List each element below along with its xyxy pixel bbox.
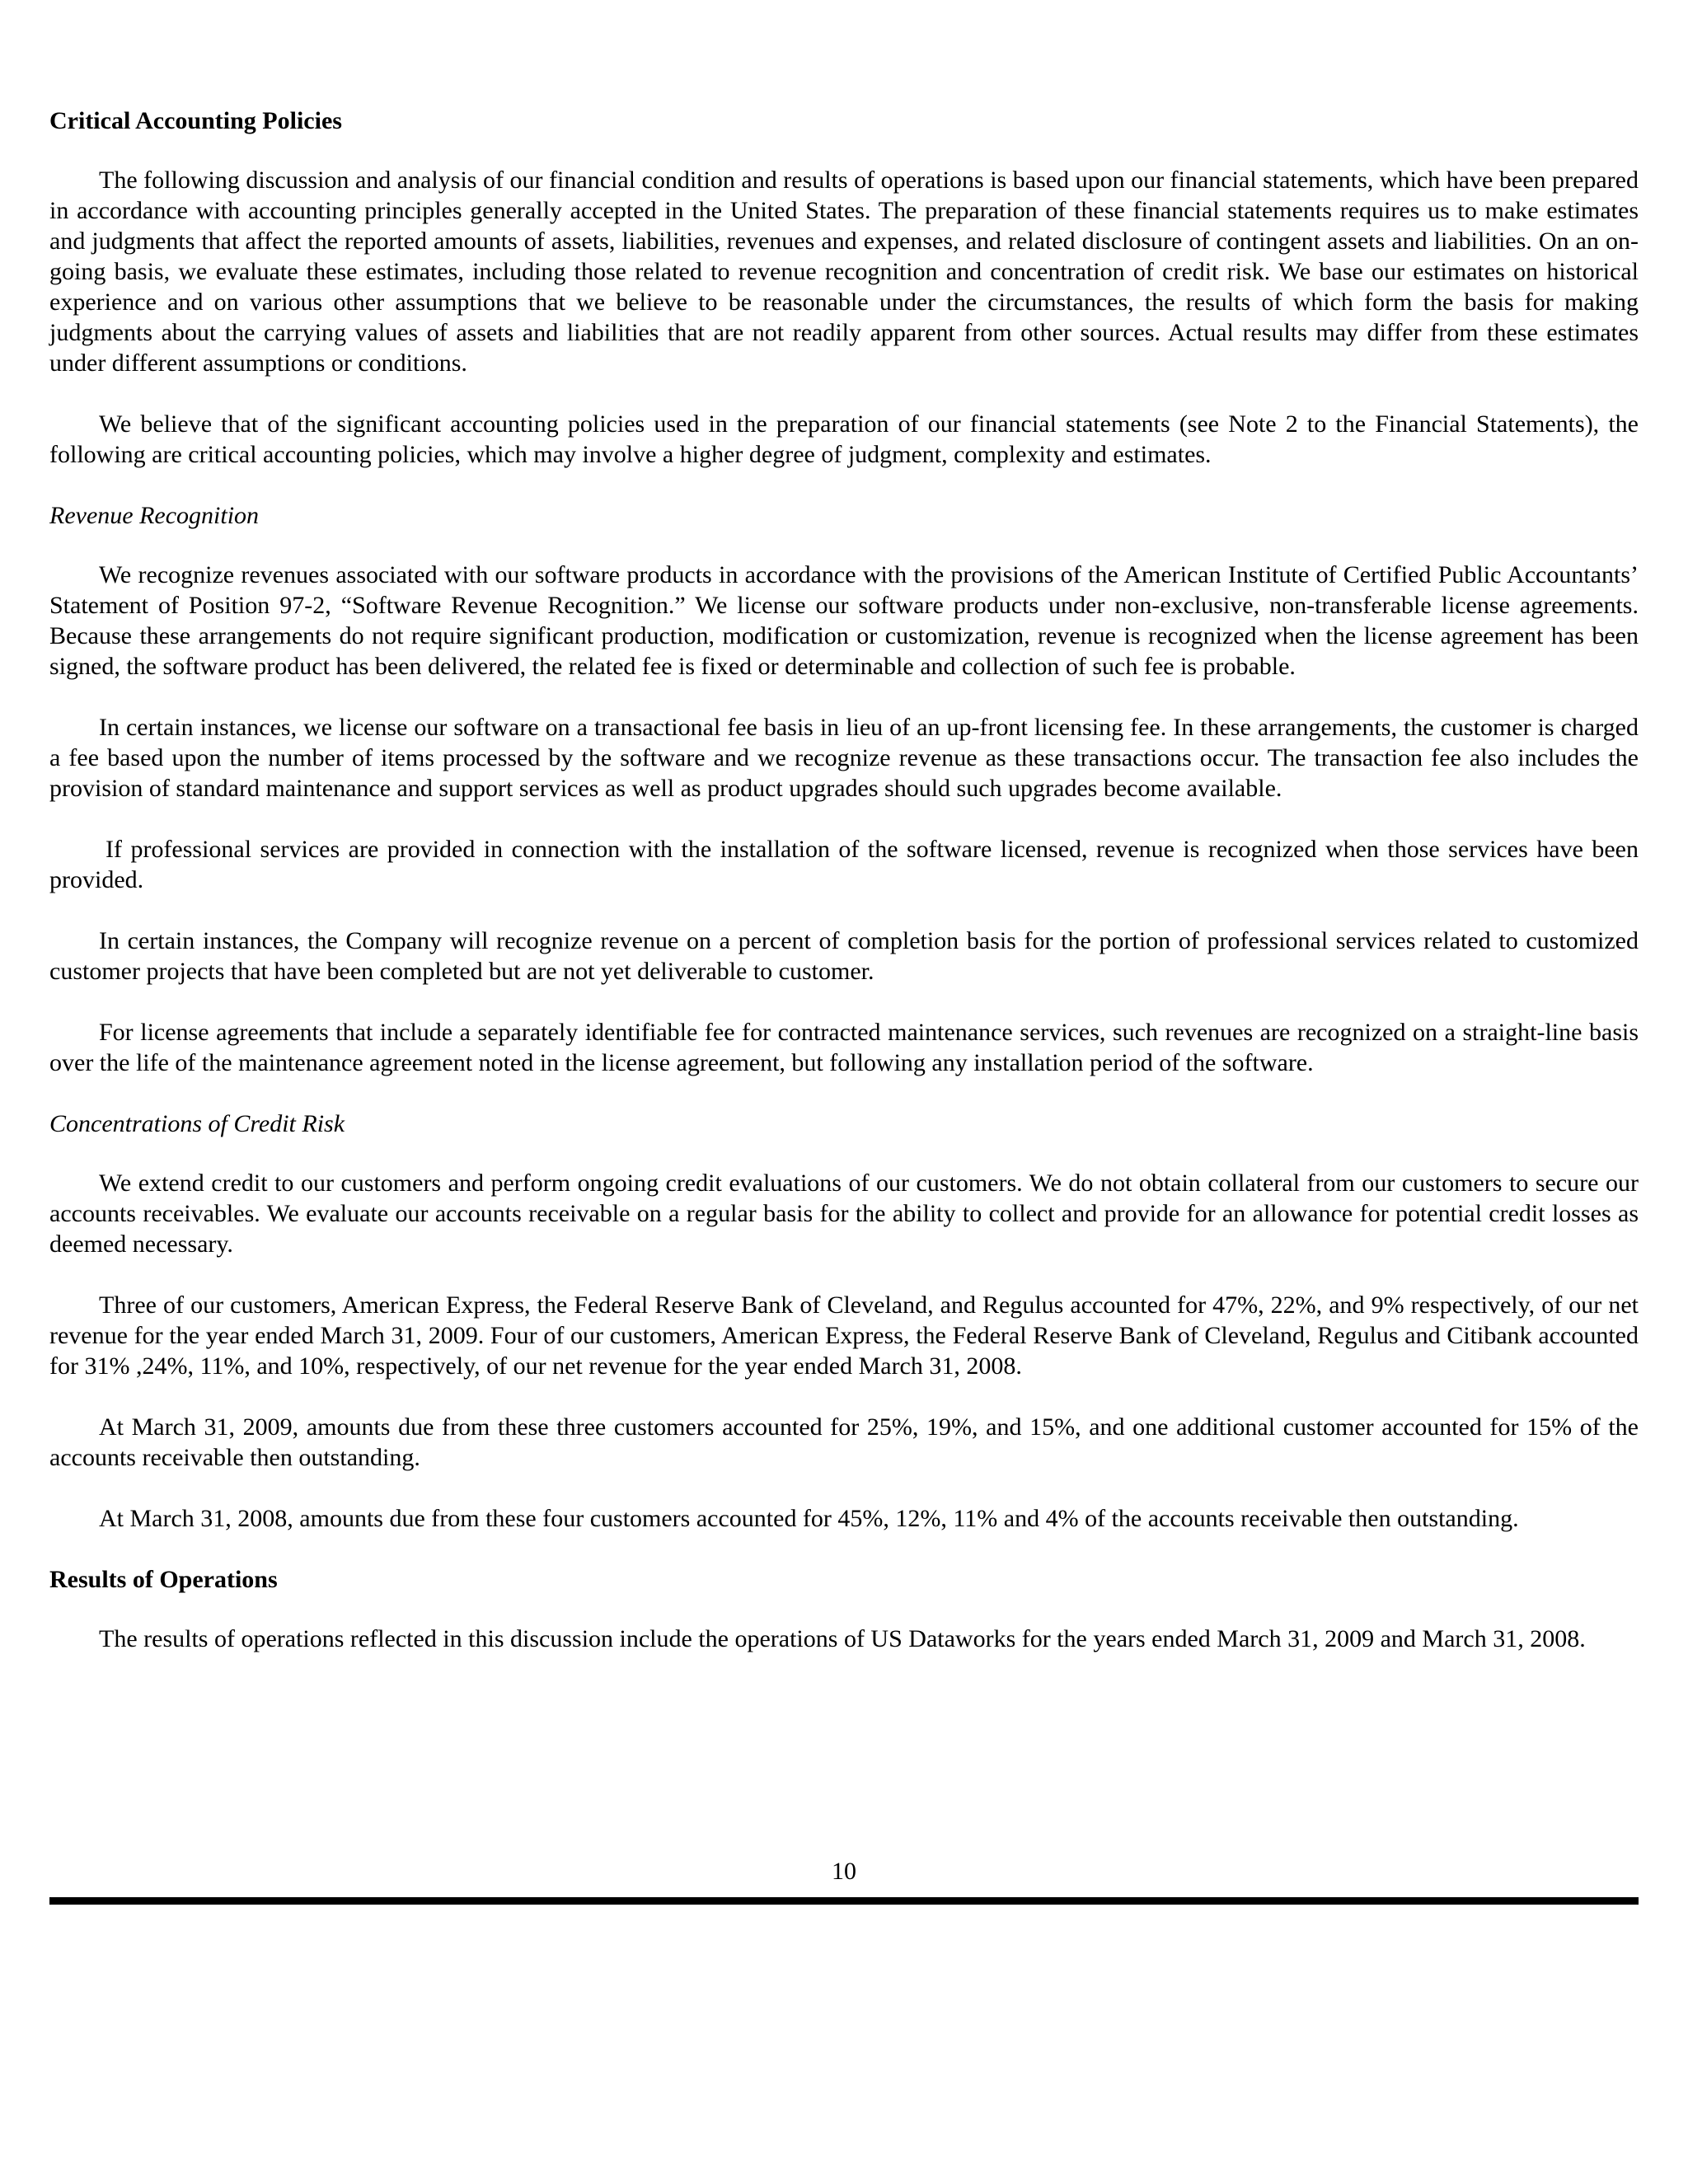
paragraph: For license agreements that include a separately identifiable fee for contracted maintenance services, such revenues are recognized on a straight-line basis over the life of the maintenance agreement noted in the license agreement, but following any installation period of the software. [49, 1019, 1639, 1076]
paragraph: At March 31, 2008, amounts due from these four customers accounted for 45%, 12%, 11% and 4% of the accounts receivable then outstanding. [99, 1505, 1519, 1532]
paragraph: We extend credit to our customers and perform ongoing credit evaluations of our customers. We do not obtain collateral from our customers to secure our accounts receivables. We evaluate our accounts receivable on a regular basis for the ability to collect and provide for an allowance for potential credit losses as deemed necessary. [49, 1169, 1639, 1258]
subheading-concentrations-of-credit-risk: Concentrations of Credit Risk [49, 1110, 345, 1137]
subheading-revenue-recognition: Revenue Recognition [49, 502, 260, 529]
section-heading-results-of-operations: Results of Operations [49, 1566, 278, 1593]
section-heading-critical-accounting-policies: Critical Accounting Policies [49, 107, 342, 134]
paragraph: The results of operations reflected in this discussion include the operations of US Dataworks for the years ended March 31, 2009 and March 31, 2008. [99, 1625, 1586, 1652]
paragraph: If professional services are provided in connection with the installation of the software licensed, revenue is recognized when those services have been provided. [49, 836, 1639, 893]
paragraph: We recognize revenues associated with our software products in accordance with the provisions of the American Institute of Certified Public Accountants’ Statement of Position 97-2, “Software Revenue Recognition.” We license our software products under non-exclusive, non-transferable license agreements. Because these arrangements do not require significant production, modification or customization, revenue is recognized when the license agreement has been signed, the software product has been delivered, the related fee is fixed or determinable and collection of such fee is probable. [49, 561, 1639, 680]
footer-divider [49, 1897, 1639, 1905]
page-number: 10 [832, 1858, 856, 1885]
paragraph: We believe that of the significant accounting policies used in the preparation of our financial statements (see Note 2 to the Financial Statements), the following are critical accounting policies, which may involve a higher degree of judgment, complexity and estimates. [49, 410, 1639, 468]
document-page [49, 105, 1639, 1685]
paragraph: In certain instances, we license our software on a transactional fee basis in lieu of an up-front licensing fee. In these arrangements, the customer is charged a fee based upon the number of items processed by the software and we recognize revenue as these transactions occur. The transaction fee also includes the provision of standard maintenance and support services as well as product upgrades should such upgrades become available. [49, 714, 1639, 802]
paragraph: Three of our customers, American Express, the Federal Reserve Bank of Cleveland, and Regulus accounted for 47%, 22%, and 9% respectively, of our net revenue for the year ended March 31, 2009. Four of our customers, American Express, the Federal Reserve Bank of Cleveland, Regulus and Citibank accounted for 31% ,24%, 11%, and 10%, respectively, of our net revenue for the year ended March 31, 2008. [49, 1291, 1639, 1380]
paragraph: In certain instances, the Company will recognize revenue on a percent of completion basis for the portion of professional services related to customized customer projects that have been completed but are not yet deliverable to customer. [49, 927, 1639, 985]
paragraph: The following discussion and analysis of our financial condition and results of operations is based upon our financial statements, which have been prepared in accordance with accounting principles generally accepted in the United States. The preparation of these financial statements requires us to make estimates and judgments that affect the reported amounts of assets, liabilities, revenues and expenses, and related disclosure of contingent assets and liabilities. On an on-going basis, we evaluate these estimates, including those related to revenue recognition and concentration of credit risk. We base our estimates on historical experience and on various other assumptions that we believe to be reasonable under the circumstances, the results of which form the basis for making judgments about the carrying values of assets and liabilities that are not readily apparent from other sources. Actual results may differ from these estimates under different assumptions or conditions. [49, 166, 1639, 377]
paragraph: At March 31, 2009, amounts due from these three customers accounted for 25%, 19%, and 15%, and one additional customer accounted for 15% of the accounts receivable then outstanding. [49, 1413, 1639, 1471]
